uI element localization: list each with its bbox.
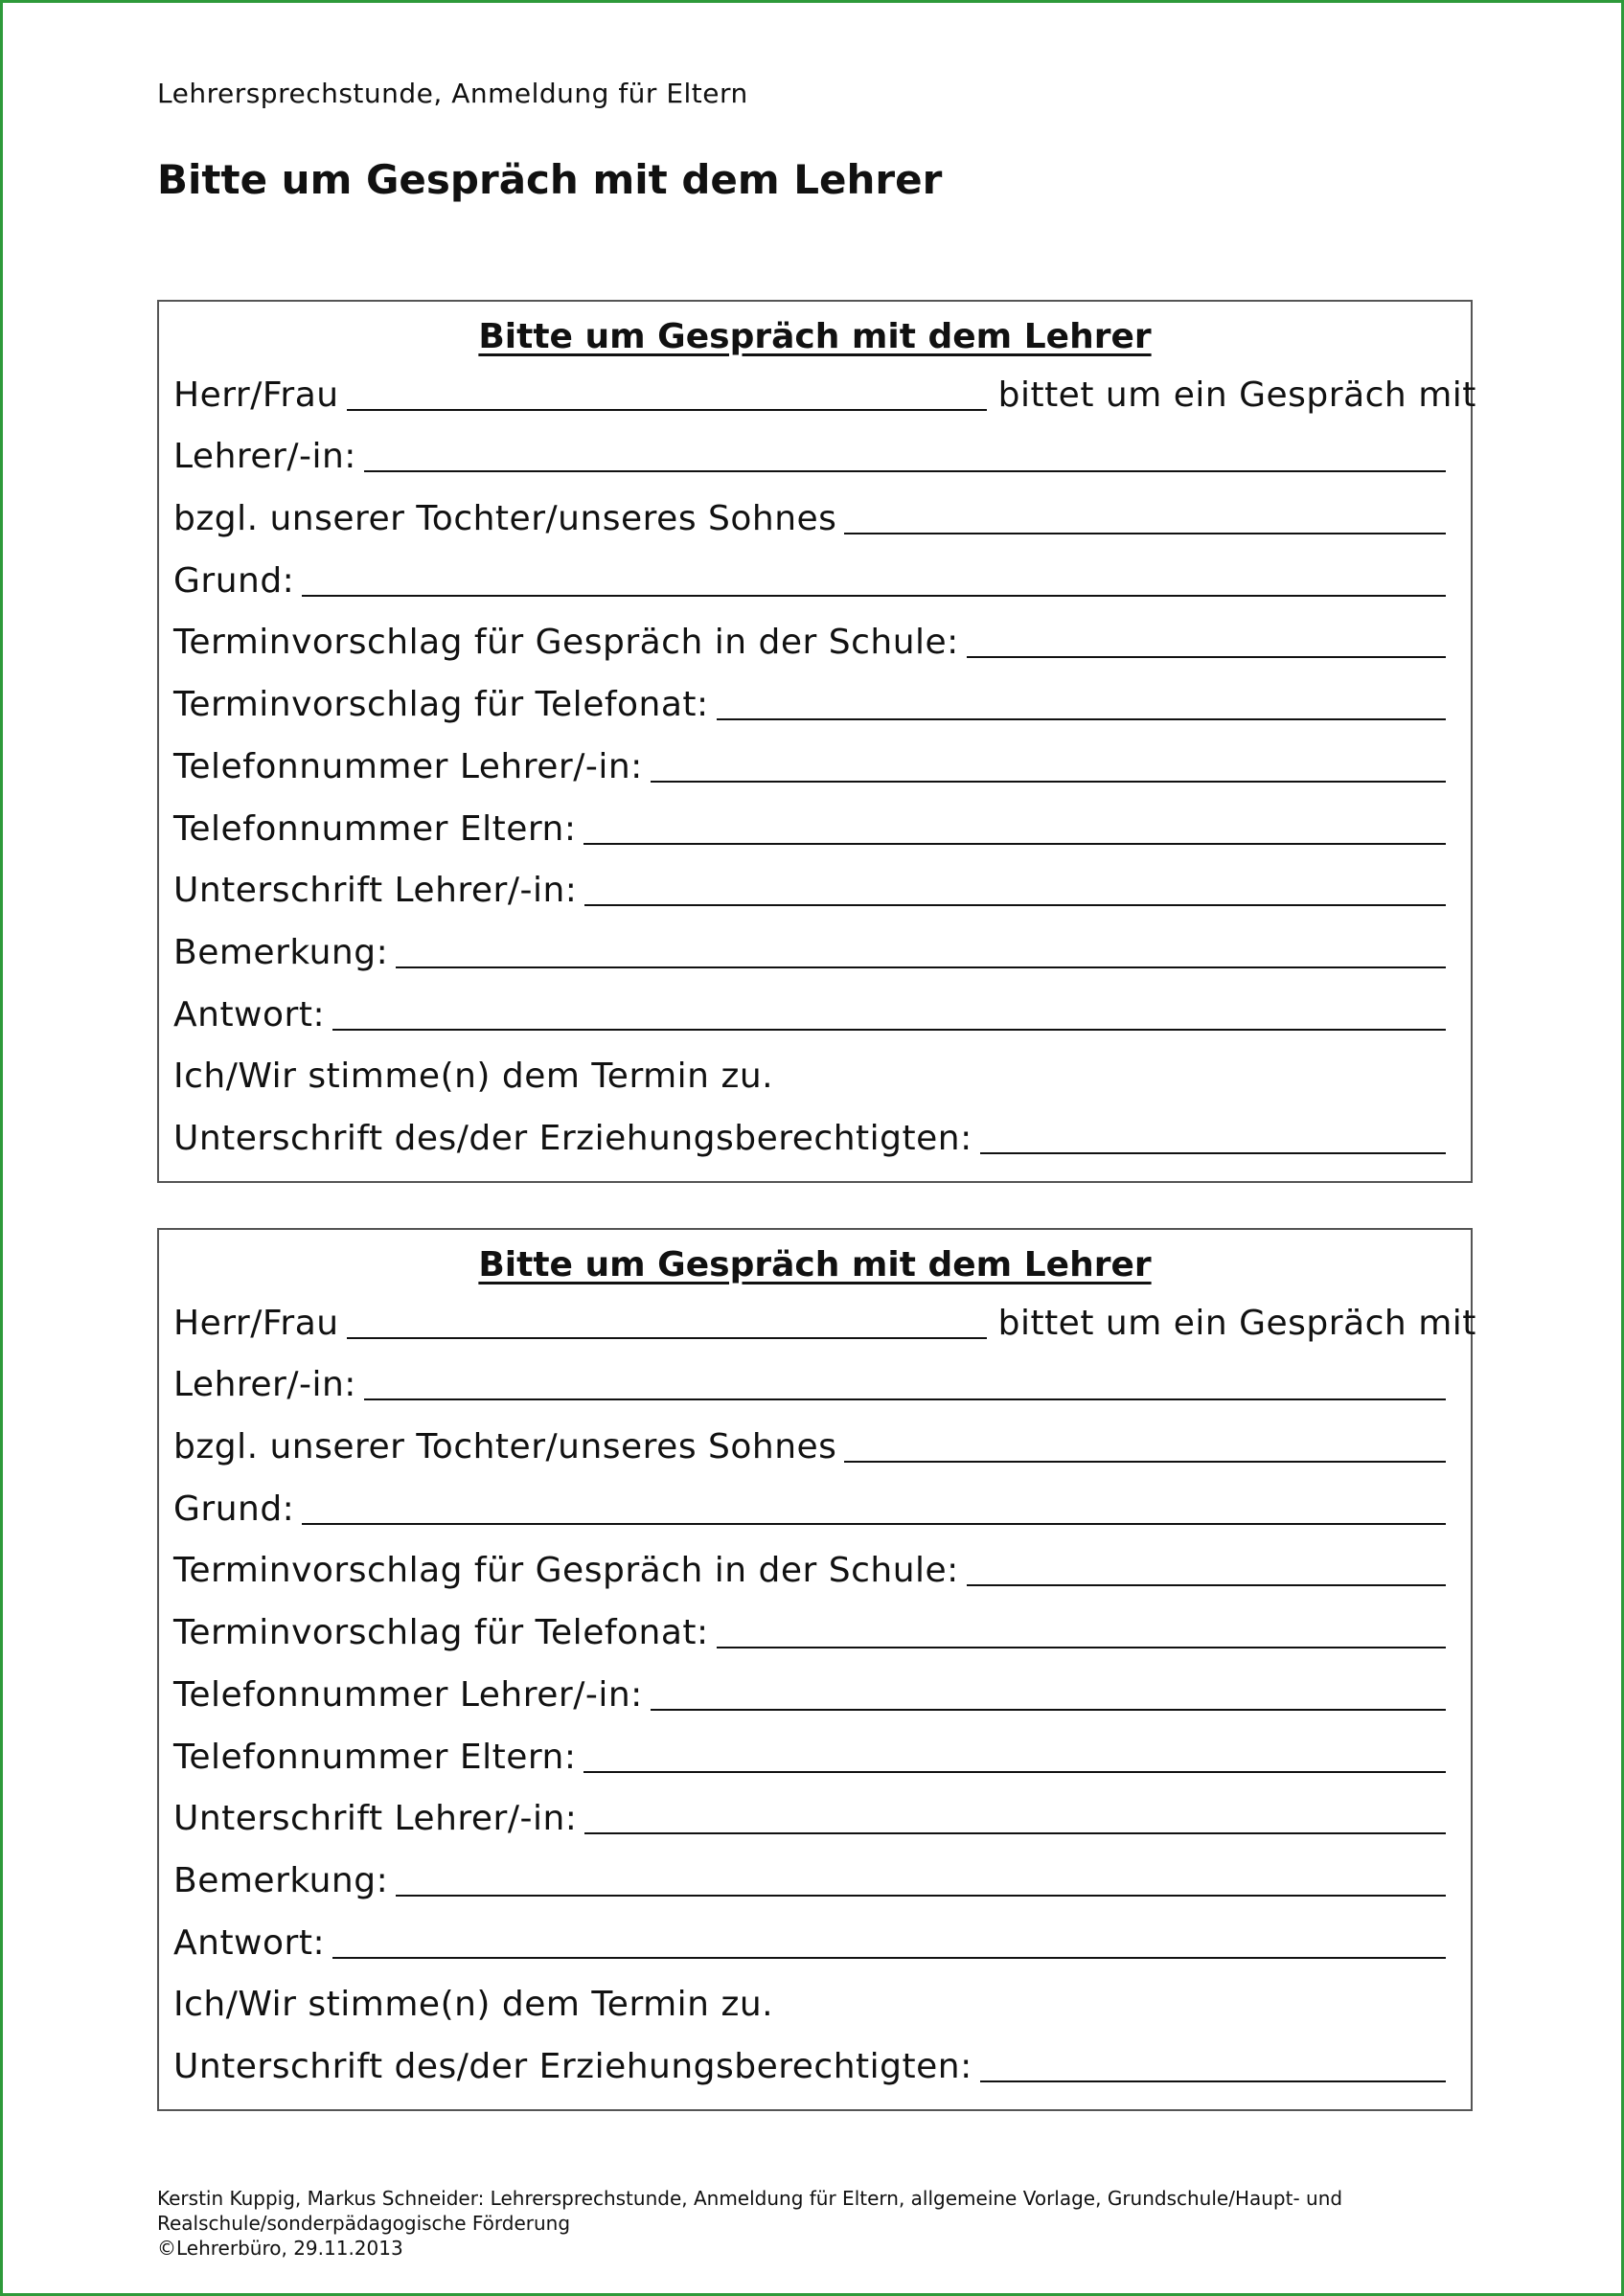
- teacher-phone-label: Telefonnummer Lehrer/-in:: [173, 1675, 643, 1715]
- teacher-row: [173, 1362, 1446, 1404]
- child-label: bzgl. unserer Tochter/unseres Sohnes: [173, 499, 837, 538]
- form-title: Bitte um Gespräch mit dem Lehrer: [478, 317, 1152, 356]
- teacher-signature-label: Unterschrift Lehrer/-in:: [173, 1799, 578, 1838]
- parent-signature-line[interactable]: [980, 2080, 1446, 2082]
- answer-label: Antwort:: [173, 995, 326, 1034]
- teacher-signature-label: Unterschrift Lehrer/-in:: [173, 871, 578, 910]
- child-row: [173, 496, 1446, 538]
- remark-label: Bemerkung:: [173, 933, 389, 972]
- parent-signature-row: [173, 2044, 1446, 2086]
- footer-copyright: ©Lehrerbüro, 29.11.2013: [157, 2237, 403, 2260]
- parent-phone-line[interactable]: [583, 843, 1446, 845]
- answer-line[interactable]: [332, 1957, 1446, 1959]
- request-form-1: [157, 300, 1476, 1183]
- teacher-label: Lehrer/-in:: [173, 437, 356, 476]
- name-line[interactable]: [347, 409, 987, 411]
- parent-signature-line[interactable]: [980, 1152, 1446, 1154]
- teacher-phone-label: Telefonnummer Lehrer/-in:: [173, 747, 643, 786]
- child-row: [173, 1424, 1446, 1466]
- answer-line[interactable]: [332, 1029, 1446, 1031]
- name-line[interactable]: [347, 1337, 987, 1339]
- herr-frau-row: [173, 373, 1476, 415]
- teacher-phone-line[interactable]: [651, 1709, 1446, 1711]
- teacher-line[interactable]: [364, 1398, 1446, 1400]
- teacher-phone-line[interactable]: [651, 781, 1446, 783]
- form-title: Bitte um Gespräch mit dem Lehrer: [478, 1245, 1152, 1284]
- reason-label: Grund:: [173, 1489, 295, 1529]
- teacher-row: [173, 434, 1446, 476]
- request-form-2: [157, 1228, 1476, 2111]
- reason-line[interactable]: [302, 1523, 1446, 1525]
- agreement-text: Ich/Wir stimme(n) dem Termin zu.: [173, 1985, 774, 2024]
- child-line[interactable]: [844, 533, 1446, 534]
- request-text: bittet um ein Gespräch mit: [997, 1304, 1476, 1343]
- phone-appointment-row: [173, 682, 1446, 724]
- remark-row: [173, 930, 1446, 972]
- phone-appointment-label: Terminvorschlag für Telefonat:: [173, 685, 709, 724]
- child-label: bzgl. unserer Tochter/unseres Sohnes: [173, 1427, 837, 1466]
- herr-frau-label: Herr/Frau: [173, 1304, 339, 1343]
- remark-line[interactable]: [396, 1895, 1446, 1897]
- child-line[interactable]: [844, 1461, 1446, 1463]
- document-footer: [157, 2186, 1403, 2261]
- teacher-signature-row: [173, 1796, 1446, 1838]
- phone-appointment-line[interactable]: [717, 718, 1446, 720]
- document-title: Bitte um Gespräch mit dem Lehrer: [157, 156, 943, 203]
- teacher-phone-row: [173, 1672, 1446, 1715]
- request-text: bittet um ein Gespräch mit: [997, 375, 1476, 415]
- parent-phone-row: [173, 1735, 1446, 1777]
- teacher-line[interactable]: [364, 470, 1446, 472]
- footer-subject: Realschule/sonderpädagogische Förderung: [157, 2212, 571, 2235]
- agreement-row: [173, 1054, 1446, 1096]
- answer-label: Antwort:: [173, 1923, 326, 1963]
- parent-signature-label: Unterschrift des/der Erziehungsberechtigten:: [173, 2047, 972, 2086]
- answer-row: [173, 1921, 1446, 1963]
- school-appointment-label: Terminvorschlag für Gespräch in der Schule:: [173, 1551, 959, 1590]
- parent-signature-row: [173, 1116, 1446, 1158]
- remark-label: Bemerkung:: [173, 1861, 389, 1900]
- parent-phone-label: Telefonnummer Eltern:: [173, 1738, 577, 1777]
- phone-appointment-line[interactable]: [717, 1647, 1446, 1648]
- teacher-signature-line[interactable]: [584, 904, 1446, 906]
- agreement-text: Ich/Wir stimme(n) dem Termin zu.: [173, 1057, 774, 1096]
- document-header: Lehrersprechstunde, Anmeldung für Eltern: [157, 78, 748, 109]
- parent-signature-label: Unterschrift des/der Erziehungsberechtigten:: [173, 1119, 972, 1158]
- reason-label: Grund:: [173, 561, 295, 601]
- school-appointment-row: [173, 1548, 1446, 1590]
- teacher-signature-line[interactable]: [584, 1832, 1446, 1834]
- reason-row: [173, 1487, 1446, 1529]
- parent-phone-line[interactable]: [583, 1771, 1446, 1773]
- school-appointment-line[interactable]: [967, 656, 1446, 658]
- phone-appointment-row: [173, 1610, 1446, 1652]
- reason-line[interactable]: [302, 595, 1446, 597]
- school-appointment-line[interactable]: [967, 1584, 1446, 1586]
- herr-frau-row: [173, 1301, 1476, 1343]
- reason-row: [173, 558, 1446, 601]
- teacher-phone-row: [173, 744, 1446, 786]
- teacher-label: Lehrer/-in:: [173, 1365, 356, 1404]
- phone-appointment-label: Terminvorschlag für Telefonat:: [173, 1613, 709, 1652]
- answer-row: [173, 992, 1446, 1034]
- footer-authors: Kerstin Kuppig, Markus Schneider: Lehrersprechstunde, Anmeldung für Eltern, allgemeine Vorlage, Grundschule/Haupt- und: [157, 2187, 1343, 2210]
- school-appointment-label: Terminvorschlag für Gespräch in der Schule:: [173, 623, 959, 662]
- teacher-signature-row: [173, 868, 1446, 910]
- parent-phone-row: [173, 807, 1446, 849]
- remark-row: [173, 1858, 1446, 1900]
- school-appointment-row: [173, 620, 1446, 662]
- herr-frau-label: Herr/Frau: [173, 375, 339, 415]
- agreement-row: [173, 1982, 1446, 2024]
- parent-phone-label: Telefonnummer Eltern:: [173, 809, 577, 849]
- remark-line[interactable]: [396, 966, 1446, 968]
